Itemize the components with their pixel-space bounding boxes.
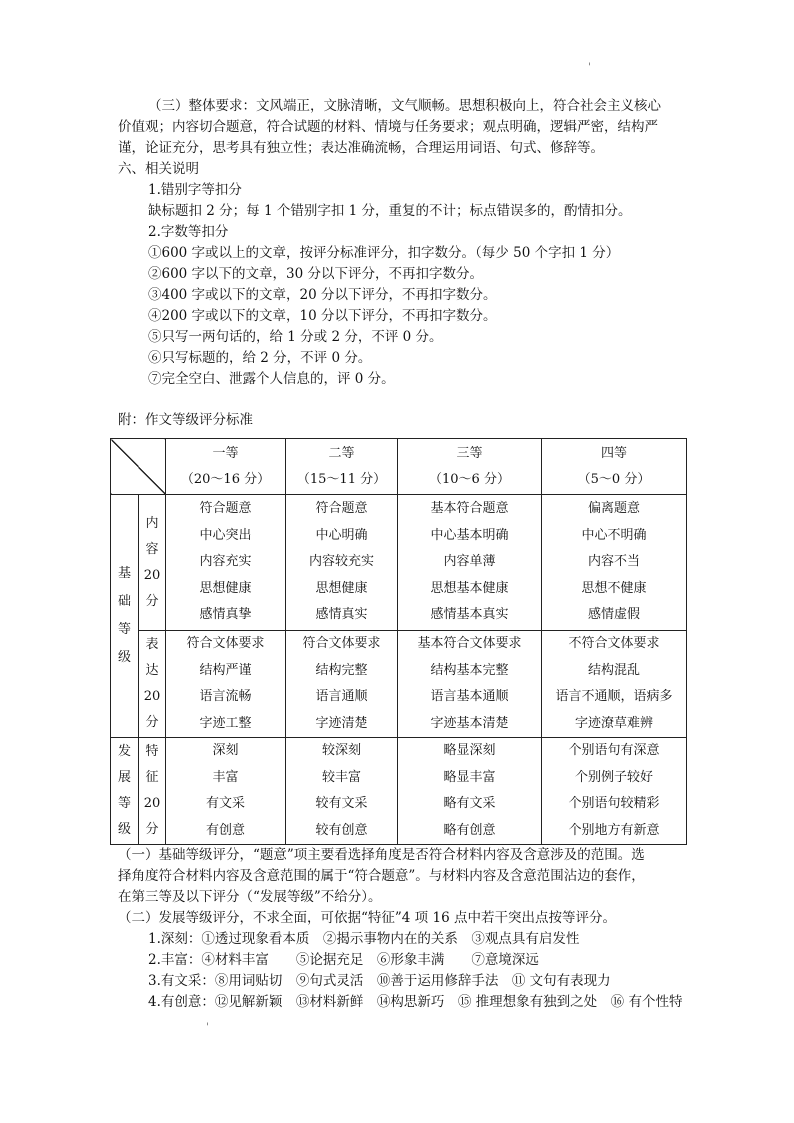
expression-label: 表 达 20 分 xyxy=(139,631,166,738)
grade-header: 四等 （5～0 分） xyxy=(542,439,687,495)
typo-deduction-text: 缺标题扣 2 分；每 1 个错别字扣 1 分，重复的不计；标点错误多的，酌情扣分。 xyxy=(148,203,632,219)
feature-item: 2.丰富：④材料丰富 ⑤论据充足 ⑥形象丰满 ⑦意境深远 xyxy=(148,952,539,968)
features-label: 特 征 20 分 xyxy=(139,738,166,845)
grade-header: 三等 （10～6 分） xyxy=(398,439,542,495)
expression-row xyxy=(111,631,687,738)
development-level-label: 发 展 等 级 xyxy=(111,738,139,845)
note-one-line-1: （一）基础等级评分，“题意”项主要看选择角度是否符合材料内容及含意涉及的范围。选 xyxy=(118,847,645,863)
wordcount-rule: ⑤只写一两句话的，给 1 分或 2 分，不评 0 分。 xyxy=(148,329,443,345)
content-cell: 偏离题意 中心不明确 内容不当 思想不健康 感情虚假 xyxy=(542,495,687,631)
typo-deduction-title: 1.错别字等扣分 xyxy=(148,182,242,198)
features-cell: 略显深刻 略显丰富 略有文采 略有创意 xyxy=(398,738,542,845)
content-cell: 符合题意 中心明确 内容较充实 思想健康 感情真实 xyxy=(286,495,398,631)
features-cell: 深刻 丰富 有文采 有创意 xyxy=(166,738,286,845)
expression-cell: 不符合文体要求 结构混乱 语言不通顺，语病多 字迹潦草难辨 xyxy=(542,631,687,738)
wordcount-rule: ④200 字或以下的文章，10 分以下评分，不再扣字数分。 xyxy=(148,308,497,324)
wordcount-rule: ①600 字或以上的文章，按评分标准评分，扣字数分。（每少 50 个字扣 1 分） xyxy=(148,245,620,261)
wordcount-rule: ⑦完全空白、泄露个人信息的，评 0 分。 xyxy=(148,371,395,387)
note-one-line-2: 择角度符合材料内容及含意范围的属于“符合题意”。与材料内容及含意范围沾边的套作， xyxy=(118,868,645,884)
content-row xyxy=(111,495,687,631)
feature-item: 3.有文采：⑧用词贴切 ⑨句式灵活 ⑩善于运用修辞手法 ⑪ 文句有表现力 xyxy=(148,973,611,989)
grading-table xyxy=(110,438,687,845)
grade-header: 二等 （15～11 分） xyxy=(286,439,398,495)
table-header-row xyxy=(111,439,687,495)
content-cell: 符合题意 中心突出 内容充实 思想健康 感情真挚 xyxy=(166,495,286,631)
page-mark-bottom: ' xyxy=(206,1022,209,1033)
page-mark-top: ' xyxy=(588,62,591,73)
overall-line-2: 价值观；内容切合题意，符合试题的材料、情境与任务要求；观点明确，逻辑严密，结构严 xyxy=(118,119,658,135)
overall-line-1: （三）整体要求：文风端正，文脉清晰，文气顺畅。思想积极向上，符合社会主义核心 xyxy=(148,98,661,114)
wordcount-deduction-title: 2.字数等扣分 xyxy=(148,224,229,240)
features-row xyxy=(111,738,687,845)
note-two: （二）发展等级评分，不求全面，可依据“特征”4 项 16 点中若干突出点按等评分。 xyxy=(118,910,616,926)
overall-line-3: 谨，论证充分，思考具有独立性；表达准确流畅，合理运用词语、句式、修辞等。 xyxy=(118,140,604,156)
feature-item: 4.有创意：⑫见解新颖 ⑬材料新鲜 ⑭构思新巧 ⑮ 推理想象有独到之处 ⑯ 有个性特 xyxy=(148,994,683,1010)
features-cell: 个别语句有深意 个别例子较好 个别语句较精彩 个别地方有新意 xyxy=(542,738,687,845)
note-one-line-3: 在第三等及以下评分（“发展等级”不给分）。 xyxy=(118,889,382,905)
expression-cell: 符合文体要求 结构严谨 语言流畅 字迹工整 xyxy=(166,631,286,738)
wordcount-rule: ②600 字以下的文章，30 分以下评分，不再扣字数分。 xyxy=(148,266,484,282)
expression-cell: 符合文体要求 结构完整 语言通顺 字迹清楚 xyxy=(286,631,398,738)
section-six-title: 六、相关说明 xyxy=(118,161,199,177)
content-label: 内 容 20 分 xyxy=(139,495,166,631)
wordcount-rule: ⑥只写标题的，给 2 分，不评 0 分。 xyxy=(148,350,372,366)
content-cell: 基本符合题意 中心基本明确 内容单薄 思想基本健康 感情基本真实 xyxy=(398,495,542,631)
grade-header: 一等 （20～16 分） xyxy=(166,439,286,495)
feature-item: 1.深刻：①透过现象看本质 ②揭示事物内在的关系 ③观点具有启发性 xyxy=(148,931,580,947)
diagonal-corner-cell xyxy=(111,439,166,495)
expression-cell: 基本符合文体要求 结构基本完整 语言基本通顺 字迹基本清楚 xyxy=(398,631,542,738)
features-cell: 较深刻 较丰富 较有文采 较有创意 xyxy=(286,738,398,845)
basic-level-label: 基 础 等 级 xyxy=(111,495,139,738)
appendix-title: 附：作文等级评分标准 xyxy=(118,412,253,428)
wordcount-rule: ③400 字或以下的文章，20 分以下评分，不再扣字数分。 xyxy=(148,287,497,303)
